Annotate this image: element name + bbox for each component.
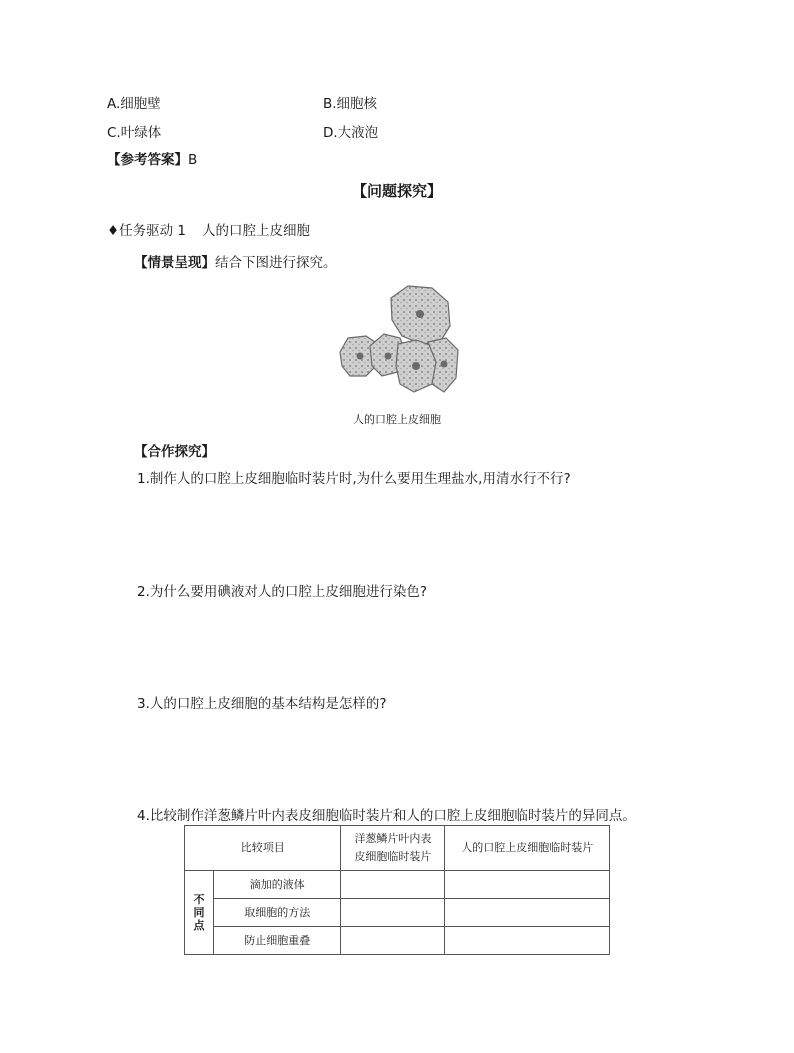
table-cell-empty[interactable] <box>445 927 610 955</box>
question-4: 4.比较制作洋葱鳞片叶内表皮细胞临时装片和人的口腔上皮细胞临时装片的异同点。 <box>137 808 636 824</box>
cheek-cell-image <box>336 280 460 404</box>
cooperation-label: 【合作探究】 <box>134 444 215 460</box>
answer-value: B <box>188 152 198 168</box>
task-title: 人的口腔上皮细胞 <box>201 223 310 239</box>
header-onion <box>341 826 445 871</box>
group-char: 点 <box>193 919 205 932</box>
header-onion-line2: 皮细胞临时装片 <box>354 850 432 863</box>
figure-caption: 人的口腔上皮细胞 <box>353 413 441 426</box>
option-b: B.细胞核 <box>323 96 378 112</box>
question-3: 3.人的口腔上皮细胞的基本结构是怎样的? <box>137 696 387 712</box>
table-cell-empty[interactable] <box>341 871 445 899</box>
task-label: ♦任务驱动 1 <box>107 223 186 239</box>
group-char: 同 <box>193 906 205 919</box>
scenario-label: 【情景呈现】 <box>134 255 215 271</box>
question-2: 2.为什么要用碘液对人的口腔上皮细胞进行染色? <box>137 584 428 600</box>
table-cell-empty[interactable] <box>341 927 445 955</box>
table-header-row <box>185 826 610 871</box>
row-label: 滴加的液体 <box>214 871 341 899</box>
header-item: 比较项目 <box>185 826 341 871</box>
cell-nucleus <box>385 353 392 360</box>
table-row <box>185 927 610 955</box>
option-c: C.叶绿体 <box>107 125 162 141</box>
question-1: 1.制作人的口腔上皮细胞临时装片时,为什么要用生理盐水,用清水行不行? <box>137 471 571 487</box>
group-char: 不 <box>193 893 205 906</box>
table-row <box>185 899 610 927</box>
cell-nucleus <box>412 362 420 370</box>
header-onion-line1: 洋葱鳞片叶内表 <box>354 832 432 845</box>
header-cheek: 人的口腔上皮细胞临时装片 <box>445 826 610 871</box>
table-cell-empty[interactable] <box>445 899 610 927</box>
row-label: 防止细胞重叠 <box>214 927 341 955</box>
cell-nucleus <box>441 361 448 368</box>
scenario-line <box>134 251 337 271</box>
option-d: D.大液泡 <box>323 125 379 141</box>
table-cell-empty[interactable] <box>341 899 445 927</box>
reference-answer <box>107 148 197 168</box>
comparison-table <box>184 825 610 955</box>
option-a: A.细胞壁 <box>107 96 161 112</box>
section-title: 【问题探究】 <box>351 182 442 200</box>
scenario-text: 结合下图进行探究。 <box>215 255 337 271</box>
group-label-different <box>185 871 214 955</box>
table-row <box>185 871 610 899</box>
task-heading <box>107 219 310 239</box>
cell-nucleus <box>416 310 424 318</box>
row-label: 取细胞的方法 <box>214 899 341 927</box>
table-cell-empty[interactable] <box>445 871 610 899</box>
cell-nucleus <box>357 353 364 360</box>
answer-label: 【参考答案】 <box>107 152 188 168</box>
